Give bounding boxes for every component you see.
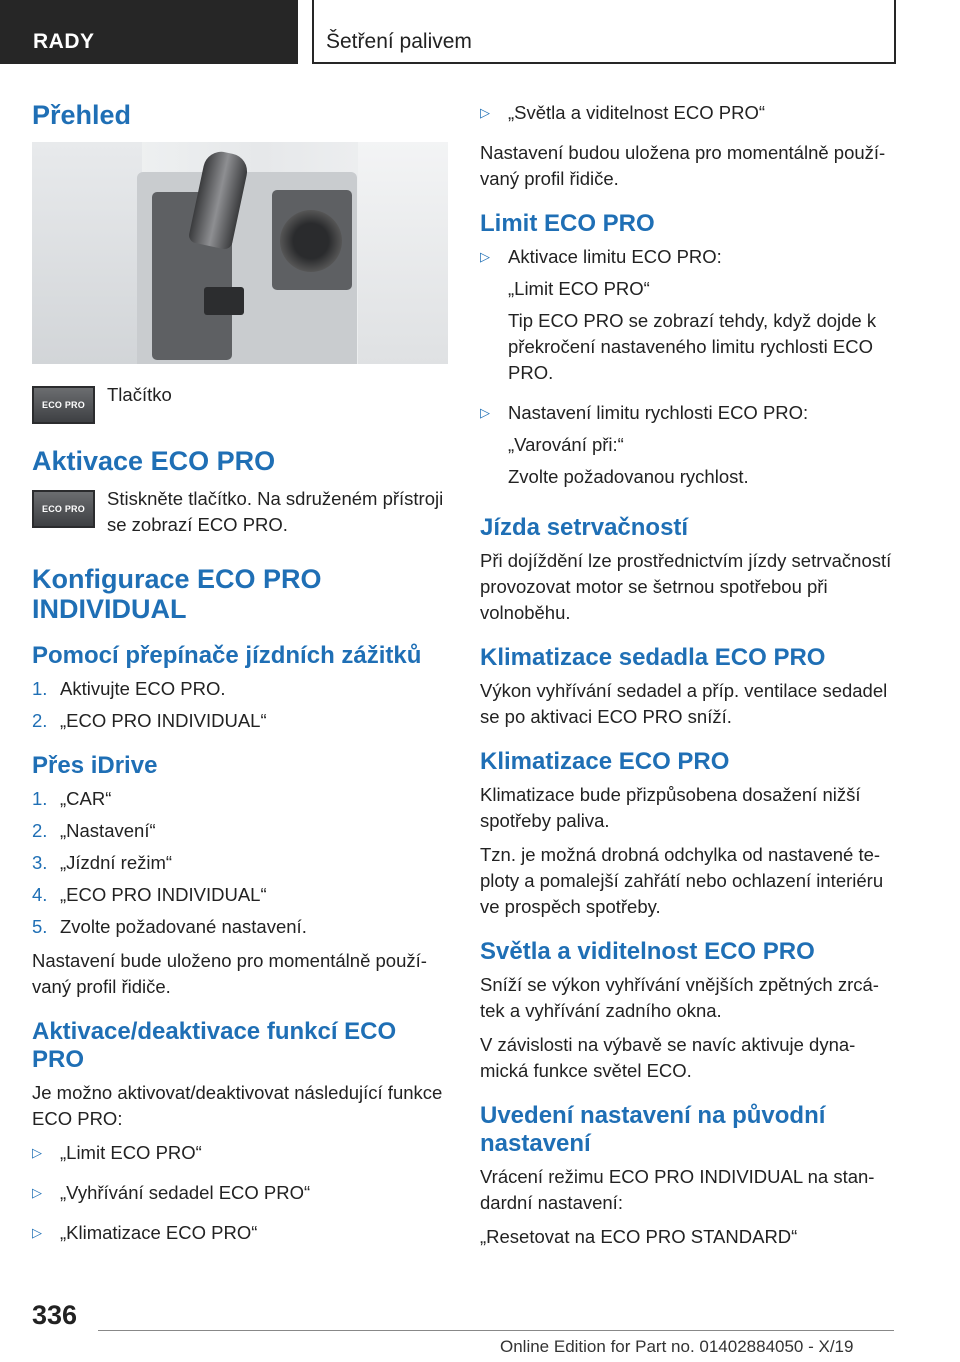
triangle-bullet-icon: ▷ bbox=[480, 405, 490, 420]
list-item: ▷ Nastavení limitu rychlosti ECO PRO: „Varování při:“ Zvolte požadovanou rychlost. bbox=[480, 400, 896, 496]
triangle-bullet-icon: ▷ bbox=[32, 1185, 42, 1200]
svetla-text-2: V závislosti na výbavě se navíc aktivuje dynamická funkce světel ECO. bbox=[480, 1034, 856, 1081]
heading-prehled: Přehled bbox=[32, 100, 132, 130]
sedadla-text: Výkon vyhřívání sedadel a příp. ventilace sedadel se po aktivaci ECO PRO sníží. bbox=[480, 680, 888, 727]
aktivace-text: Stiskněte tlačítko. Na sdruženém přístroji se zobrazí ECO PRO. bbox=[107, 488, 444, 535]
idrive-note: Nastavení bude uloženo pro momentálně používaný profil řidiče. bbox=[32, 950, 427, 997]
footer-divider bbox=[98, 1330, 894, 1331]
list-item: ▷ „Světla a viditelnost ECO PRO“ bbox=[480, 100, 896, 132]
heading-konfigurace: Konfigurace ECO PRO INDIVIDUAL bbox=[32, 564, 322, 624]
uvedeni-text-2: „Resetovat na ECO PRO STANDARD“ bbox=[480, 1226, 798, 1247]
heading-aktivace-deaktivace: Aktivace/deaktivace funkcí ECO PRO bbox=[32, 1018, 397, 1073]
list-item: 2. „ECO PRO INDIVIDUAL“ bbox=[32, 710, 267, 731]
aktivace-row bbox=[32, 486, 448, 538]
list-item: ▷ „Vyhřívání sedadel ECO PRO“ bbox=[32, 1180, 448, 1212]
heading-limit: Limit ECO PRO bbox=[480, 210, 655, 237]
page-number: 336 bbox=[32, 1300, 78, 1330]
heading-aktivace: Aktivace ECO PRO bbox=[32, 446, 276, 476]
heading-svetla: Světla a viditelnost ECO PRO bbox=[480, 938, 815, 965]
list-item: ▷ Aktivace limitu ECO PRO: „Limit ECO PRO“ Tip ECO PRO se zobrazí tehdy, když dojde k překročení nastaveného limitu rychlosti ECO PRO. bbox=[480, 244, 896, 392]
eco-pro-button-icon: ECO PRO bbox=[32, 490, 95, 528]
svetla-note: Nastavení budou uložena pro momentálně používaný profil řidiče. bbox=[480, 142, 886, 189]
footer-edition: Online Edition for Part no. 01402884050 - X/19 bbox=[500, 1337, 854, 1356]
klima-text-1: Klimatizace bude přizpůsobena dosažení nižší spotřeby paliva. bbox=[480, 784, 861, 831]
header-section-label: RADY bbox=[33, 30, 95, 53]
left-column bbox=[32, 100, 448, 1260]
triangle-bullet-icon: ▷ bbox=[32, 1145, 42, 1160]
svetla-text-1: Sníží se výkon vyhřívání vnějších zpětných zrcátek a vyhřívání zadního okna. bbox=[480, 974, 879, 1021]
aktdeakt-text: Je možno aktivovat/deaktivovat následující funkce ECO PRO: bbox=[32, 1082, 443, 1129]
list-item: 1. „CAR“ bbox=[32, 788, 112, 809]
header-chapter-label: Šetření palivem bbox=[326, 30, 472, 53]
triangle-bullet-icon: ▷ bbox=[480, 105, 490, 120]
list-item: 5. Zvolte požadované nastavení. bbox=[32, 916, 307, 937]
heading-klima: Klimatizace ECO PRO bbox=[480, 748, 730, 775]
idrive-steps bbox=[32, 786, 448, 940]
header-section bbox=[0, 0, 298, 64]
list-item: 3. „Jízdní režim“ bbox=[32, 852, 173, 873]
jizda-text: Při dojíždění lze prostřednictvím jízdy setrvačností provozovat motor se šetrnou spotřebou při volnoběhu. bbox=[480, 550, 892, 623]
svetla-item bbox=[480, 100, 896, 132]
heading-sedadla: Klimatizace sedadla ECO PRO bbox=[480, 644, 826, 671]
aktdeakt-items bbox=[32, 1140, 448, 1252]
triangle-bullet-icon: ▷ bbox=[32, 1225, 42, 1240]
center-console-photo bbox=[32, 142, 448, 364]
pomoci-steps bbox=[32, 676, 448, 734]
header-chapter bbox=[312, 0, 896, 64]
heading-jizda: Jízda setrvačností bbox=[480, 514, 689, 541]
heading-idrive: Přes iDrive bbox=[32, 752, 158, 779]
list-item: 4. „ECO PRO INDIVIDUAL“ bbox=[32, 884, 267, 905]
heading-uvedeni: Uvedení nastavení na původní nastavení bbox=[480, 1102, 826, 1157]
heading-pomoci: Pomocí přepínače jízdních zážitků bbox=[32, 642, 422, 669]
button-legend bbox=[32, 382, 448, 424]
right-column bbox=[480, 100, 896, 1258]
button-legend-label: Tlačítko bbox=[107, 384, 172, 405]
list-item: ▷ „Limit ECO PRO“ bbox=[32, 1140, 448, 1172]
list-item: ▷ „Klimatizace ECO PRO“ bbox=[32, 1220, 448, 1252]
eco-pro-button-icon: ECO PRO bbox=[32, 386, 95, 424]
list-item: 1. Aktivujte ECO PRO. bbox=[32, 678, 226, 699]
idrive-controller-icon bbox=[280, 210, 342, 272]
uvedeni-text-1: Vrácení režimu ECO PRO INDIVIDUAL na standardní nastavení: bbox=[480, 1166, 875, 1213]
klima-text-2: Tzn. je možná drobná odchylka od nastavené teploty a pomalejší zahřátí nebo ochlazení interiéru ve prospěch spotřeby. bbox=[480, 844, 884, 917]
triangle-bullet-icon: ▷ bbox=[480, 249, 490, 264]
list-item: 2. „Nastavení“ bbox=[32, 820, 156, 841]
limit-items bbox=[480, 244, 896, 496]
